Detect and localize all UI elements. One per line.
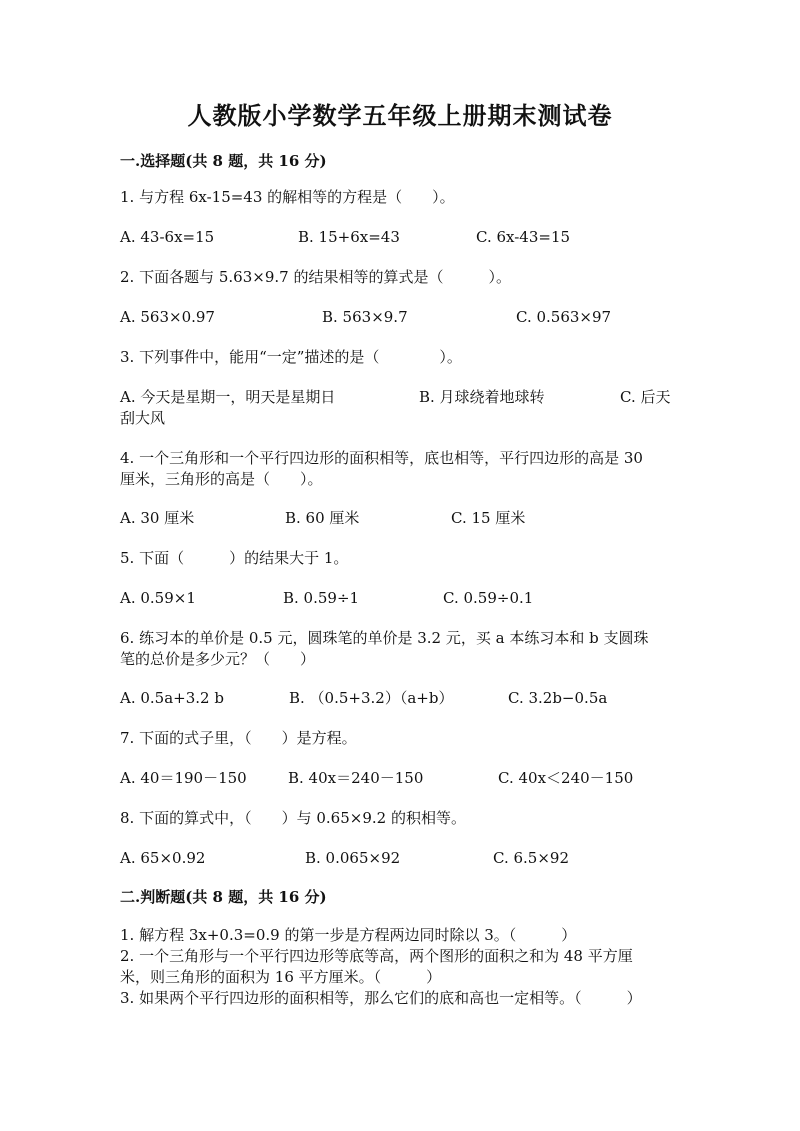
- q3-option-c-wrap: 刮大风: [120, 409, 166, 427]
- section-heading-choice: 一.选择题(共 8 题，共 16 分): [120, 152, 327, 170]
- q8-option-a: A. 65×0.92: [120, 849, 206, 867]
- q3-option-b: B. 月球绕着地球转: [419, 388, 545, 406]
- question-8: 8. 下面的算式中，（ ）与 0.65×9.2 的积相等。: [120, 809, 466, 827]
- question-1: 1. 与方程 6x-15=43 的解相等的方程是（ ）。: [120, 188, 455, 206]
- q5-option-b: B. 0.59÷1: [283, 589, 360, 607]
- question-7: 7. 下面的式子里，（ ）是方程。: [120, 729, 357, 747]
- judgement-item-2-line-2: 米，则三角形的面积为 16 平方厘米。（ ）: [120, 968, 442, 986]
- page-title: 人教版小学数学五年级上册期末测试卷: [187, 101, 613, 130]
- q2-option-a: A. 563×0.97: [120, 308, 215, 326]
- q8-option-b: B. 0.065×92: [305, 849, 401, 867]
- q6-option-a: A. 0.5a+3.2 b: [120, 689, 224, 707]
- q7-option-b: B. 40x＝240－150: [288, 769, 424, 787]
- question-5: 5. 下面（ ）的结果大于 1。: [120, 549, 349, 567]
- q2-option-c: C. 0.563×97: [516, 308, 612, 326]
- q1-option-a: A. 43-6x=15: [120, 228, 215, 246]
- q7-option-a: A. 40＝190－150: [120, 769, 247, 787]
- q7-option-c: C. 40x＜240－150: [498, 769, 634, 787]
- q1-option-c: C. 6x-43=15: [476, 228, 571, 246]
- q6-option-c: C. 3.2b−0.5a: [508, 689, 608, 707]
- question-4-line-2: 厘米，三角形的高是（ ）。: [120, 470, 323, 488]
- q5-option-a: A. 0.59×1: [120, 589, 196, 607]
- judgement-item-2-line-1: 2. 一个三角形与一个平行四边形等底等高，两个图形的面积之和为 48 平方厘: [120, 947, 633, 965]
- q4-option-b: B. 60 厘米: [285, 509, 360, 527]
- question-6-line-1: 6. 练习本的单价是 0.5 元，圆珠笔的单价是 3.2 元，买 a 本练习本和 b 支圆珠: [120, 629, 649, 647]
- question-2: 2. 下面各题与 5.63×9.7 的结果相等的算式是（ ）。: [120, 268, 511, 286]
- question-3: 3. 下列事件中，能用“一定”描述的是（ ）。: [120, 348, 462, 366]
- q4-option-a: A. 30 厘米: [120, 509, 195, 527]
- q4-option-c: C. 15 厘米: [451, 509, 526, 527]
- question-4-line-1: 4. 一个三角形和一个平行四边形的面积相等，底也相等，平行四边形的高是 30: [120, 449, 643, 467]
- q3-option-c: C. 后天: [620, 388, 671, 406]
- judgement-item-1: 1. 解方程 3x+0.3=0.9 的第一步是方程两边同时除以 3。（ ）: [120, 926, 577, 944]
- section-heading-judgement: 二.判断题(共 8 题，共 16 分): [120, 888, 327, 906]
- q6-option-b: B. （0.5+3.2）（a+b）: [289, 689, 454, 707]
- q2-option-b: B. 563×9.7: [322, 308, 408, 326]
- q8-option-c: C. 6.5×92: [493, 849, 569, 867]
- judgement-item-3: 3. 如果两个平行四边形的面积相等，那么它们的底和高也一定相等。（ ）: [120, 989, 642, 1007]
- question-6-line-2: 笔的总价是多少元？（ ）: [120, 650, 316, 668]
- q1-option-b: B. 15+6x=43: [298, 228, 400, 246]
- q5-option-c: C. 0.59÷0.1: [443, 589, 534, 607]
- q3-option-a: A. 今天是星期一，明天是星期日: [120, 388, 336, 406]
